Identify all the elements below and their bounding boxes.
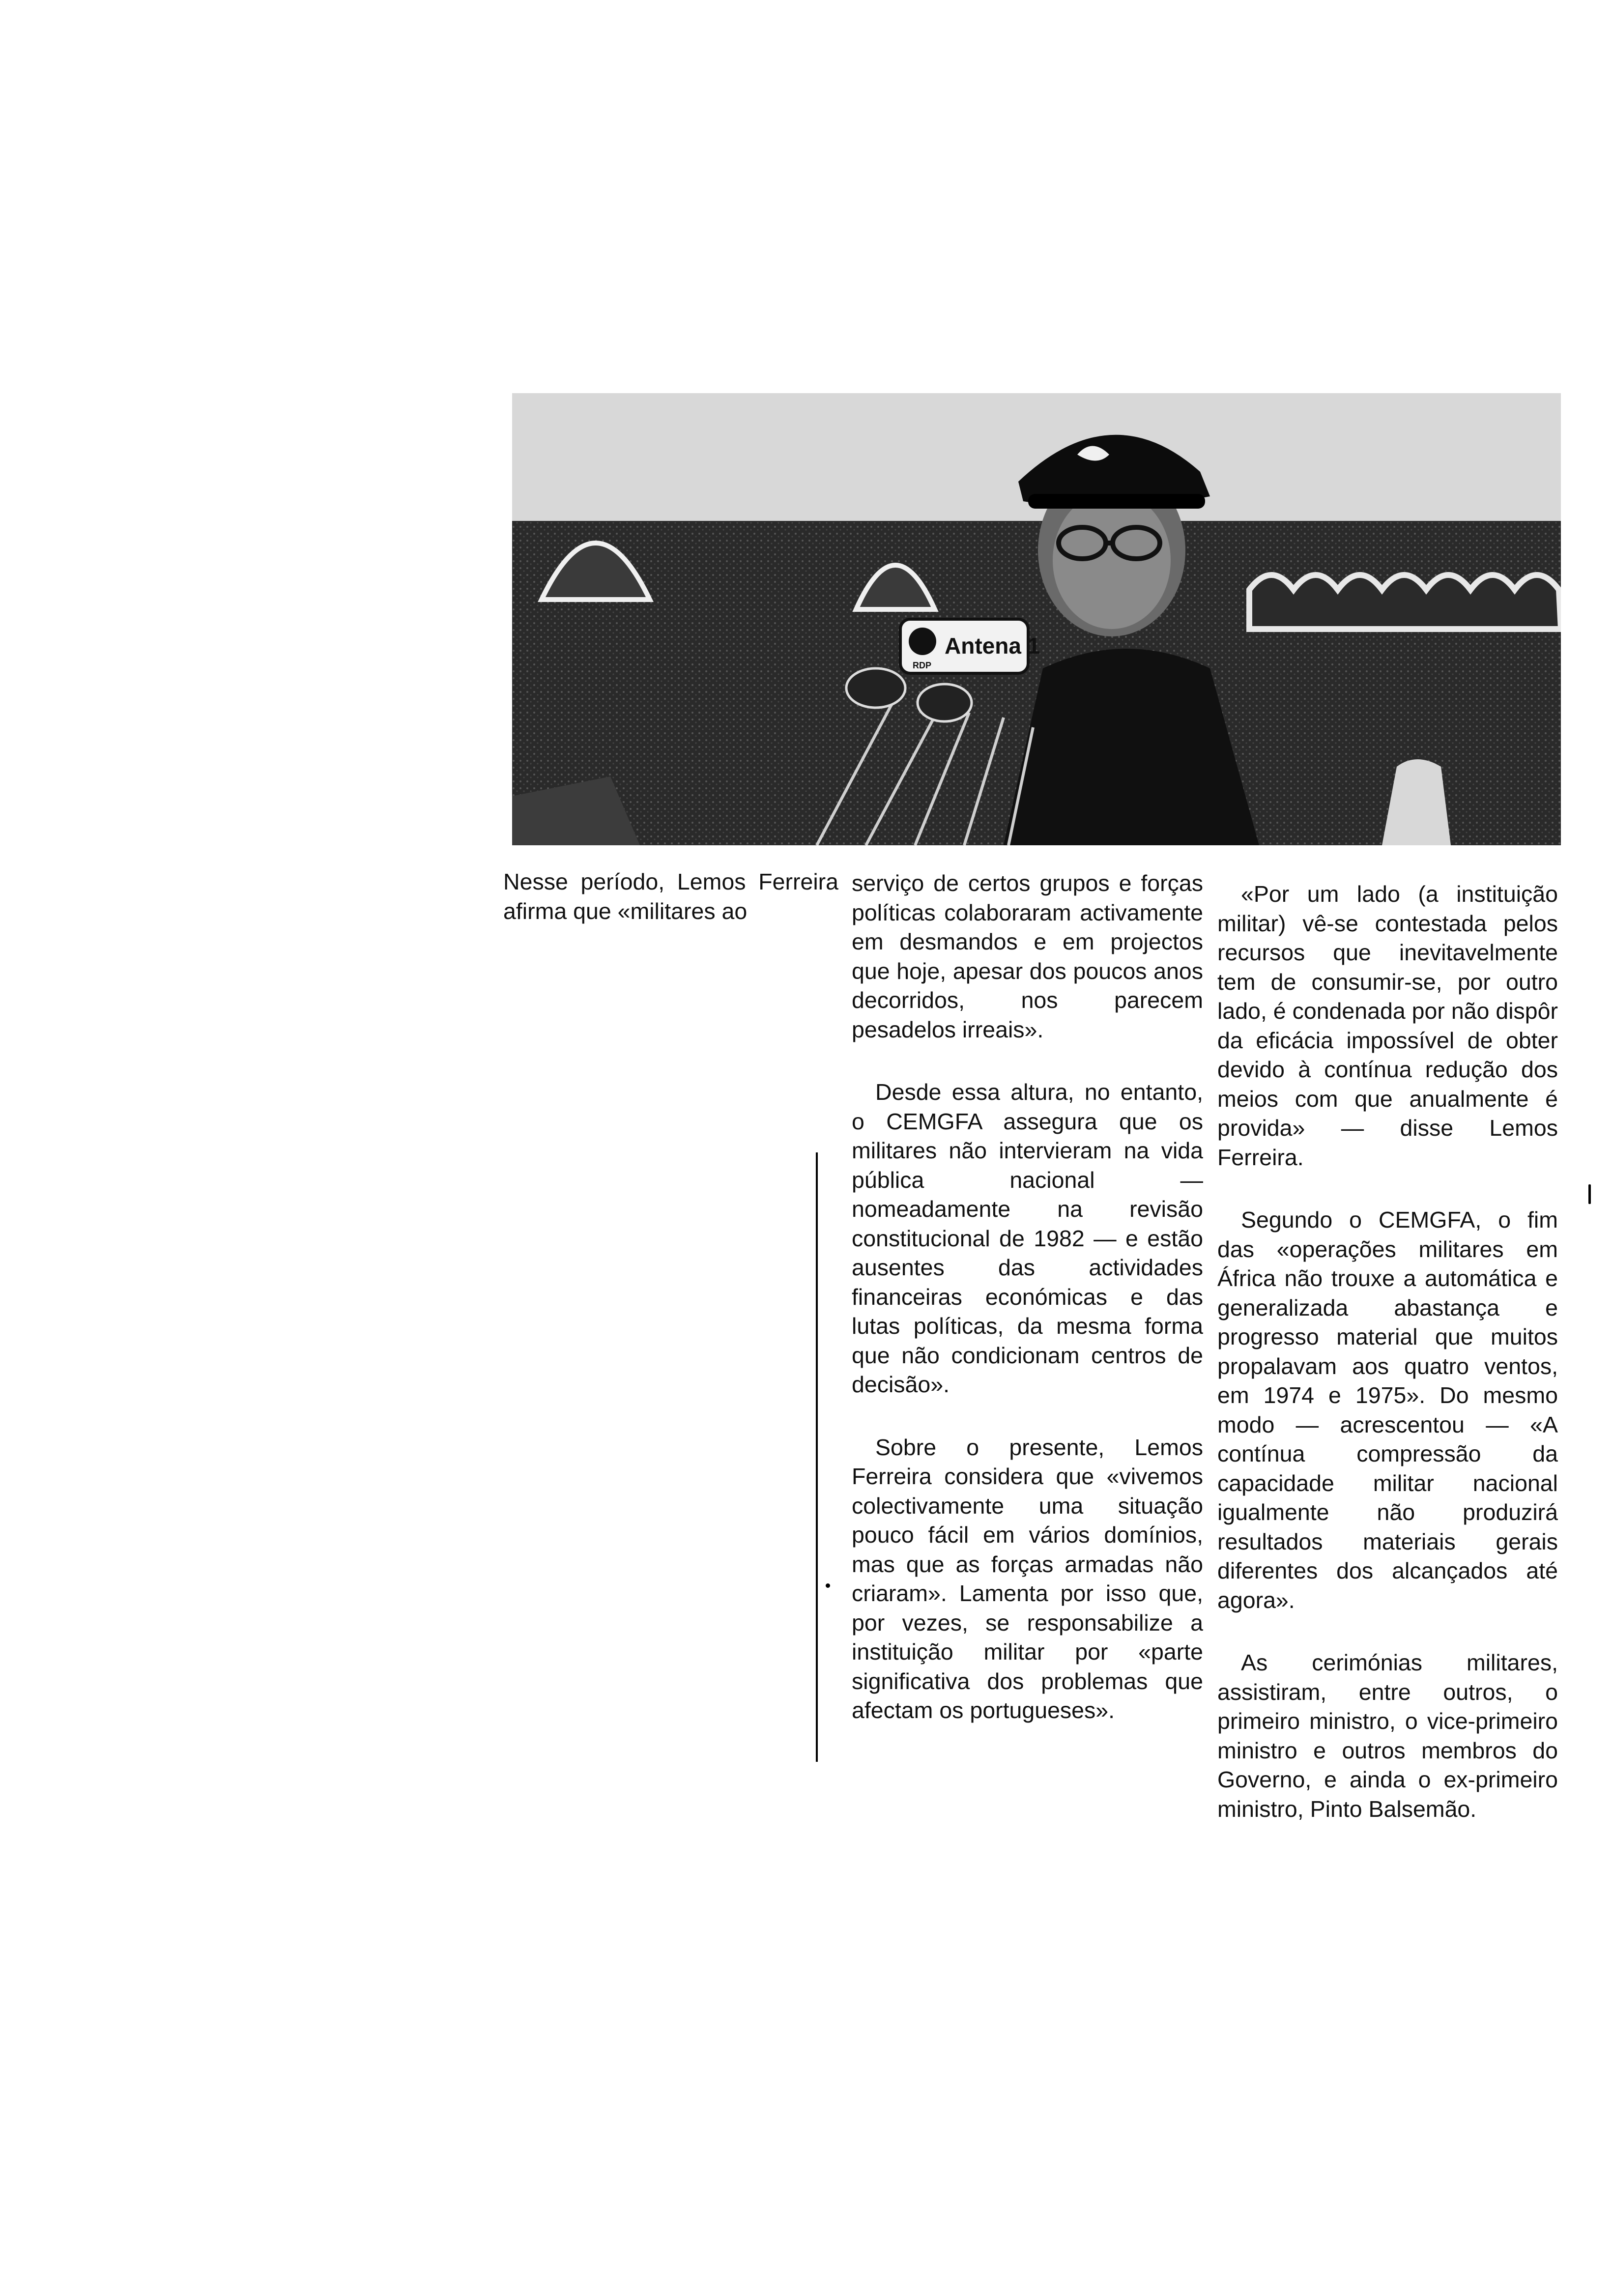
rdp-logo-text: RDP bbox=[913, 660, 932, 670]
article-column-2 bbox=[852, 869, 1203, 1725]
scan-mark bbox=[826, 1583, 830, 1588]
scan-mark bbox=[1588, 1184, 1591, 1204]
article-column-1 bbox=[503, 867, 838, 926]
antena-logo-text: Antena 1 bbox=[945, 633, 1040, 659]
article-column-3 bbox=[1217, 880, 1558, 1824]
paragraph: serviço de certos grupos e forças políticas colaboraram activamente em desmandos e em projectos que hoje, apesar dos poucos anos decorridos, nos parecem pesadelos irreais». bbox=[852, 870, 1203, 1042]
paragraph: Nesse período, Lemos Ferreira afirma que «militares ao bbox=[503, 869, 838, 924]
news-photo bbox=[512, 373, 1561, 845]
paragraph: Desde essa altura, no entanto, o CEMGFA assegura que os militares não intervieram na vida pública nacional — nomeadamente na revisão constitucional de 1982 — e estão ausentes das actividades financeiras económicas e das lutas políticas, da mesma forma que não condicionam centros de decisão». bbox=[852, 1079, 1203, 1397]
paragraph: Segundo o CEMGFA, o fim das «operações militares em África não trouxe a automática e generalizada abastança e progresso material que muitos propalavam aos quatro ventos, em 1974 e 1975». Do mesmo modo — acrescentou — «A contínua compressão da capacidade militar nacional igualmente não produzirá resultados materiais gerais diferentes dos alcançados até agora». bbox=[1217, 1207, 1558, 1613]
column-divider bbox=[816, 1152, 818, 1762]
paragraph: «Por um lado (a instituição militar) vê-se contestada pelos recursos que inevitavelmente tem de consumir-se, por outro lado, é condenada por não dispôr da eficácia impossível de obter devido à contínua redução dos meios com que anualmente é provida» — disse Lemos Ferreira. bbox=[1217, 881, 1558, 1170]
paragraph: Sobre o presente, Lemos Ferreira considera que «vivemos colectivamente uma situação pouco fácil em vários domínios, mas que as forças armadas não criaram». Lamenta por isso que, por vezes, se responsabilize a instituição militar por «parte significativa dos problemas que afectam os portugueses». bbox=[852, 1434, 1203, 1723]
paragraph: As cerimónias militares, assistiram, entre outros, o primeiro ministro, o vice-primeiro ministro e outros membros do Governo, e ainda o ex-primeiro ministro, Pinto Balsemão. bbox=[1217, 1650, 1558, 1822]
